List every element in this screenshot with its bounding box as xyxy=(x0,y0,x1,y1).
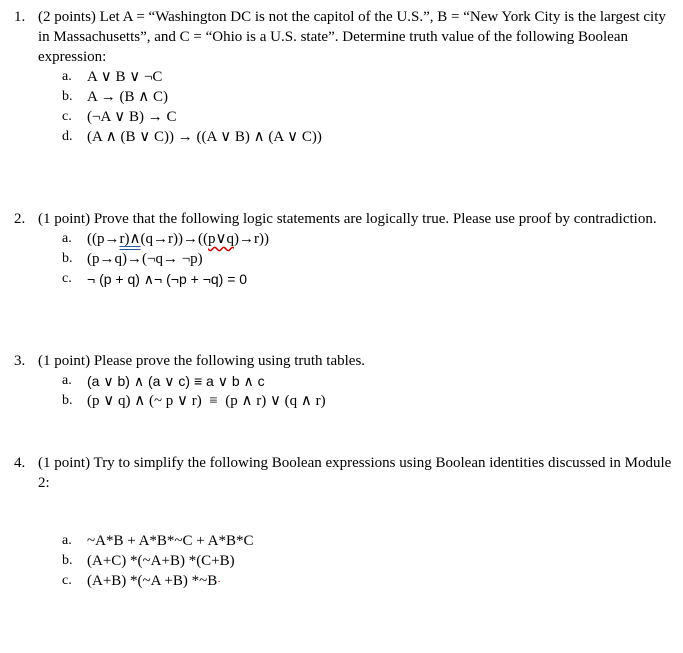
list-item xyxy=(62,269,674,289)
item-label: b. xyxy=(62,553,73,568)
list-item xyxy=(62,67,674,87)
item-expression xyxy=(87,229,269,249)
question-text: (1 point) Prove that the following logic statements are logically true. Please use proof by contradiction. xyxy=(38,211,657,227)
question-text: (1 point) Please prove the following using truth tables. xyxy=(38,353,366,369)
question-number: 3. xyxy=(14,353,26,369)
expr-part: (q→r))→(( xyxy=(140,231,208,247)
item-expression: A ∨ B ∨ ¬C xyxy=(87,69,163,85)
list-item xyxy=(62,391,674,411)
spellcheck-underlined-text: p∨q xyxy=(207,231,234,247)
list-item xyxy=(62,107,674,127)
item-expression: (p ∨ q) ∧ (~ p ∨ r) ≡ (p ∧ r) ∨ (q ∧ r) xyxy=(87,393,326,409)
item-label: d. xyxy=(62,129,73,144)
list-item xyxy=(62,127,674,147)
item-label: a. xyxy=(62,533,72,548)
question-number: 2. xyxy=(14,211,26,227)
item-expression: ¬ (p + q) ∧¬ (¬p + ¬q) = 0 xyxy=(87,271,248,287)
item-expression: (¬A ∨ B) → C xyxy=(87,109,177,125)
list-item xyxy=(62,531,674,551)
list-item xyxy=(62,551,674,571)
item-label: b. xyxy=(62,393,73,408)
question-number: 1. xyxy=(14,9,26,25)
list-item xyxy=(62,371,674,391)
question-1 xyxy=(14,7,674,147)
question-text: (1 point) Try to simplify the following Boolean expressions using Boolean identities discussed in Module 2: xyxy=(38,455,672,491)
item-label: a. xyxy=(62,69,72,84)
item-expression xyxy=(87,571,221,592)
question-3 xyxy=(14,351,674,411)
expr-part: ((p→ xyxy=(87,231,120,247)
expr-text: (A+B) *(~A +B) *~B xyxy=(87,573,218,589)
list-item xyxy=(62,229,674,249)
item-list xyxy=(62,371,674,411)
item-label: a. xyxy=(62,231,72,246)
question-4 xyxy=(14,453,674,591)
red-dot-mark: · xyxy=(217,576,221,588)
item-label: a. xyxy=(62,373,72,388)
item-expression: (A+C) *(~A+B) *(C+B) xyxy=(87,553,235,569)
item-expression: A → (B ∧ C) xyxy=(87,89,168,105)
item-expression: (p→q)→(¬q→ ¬p) xyxy=(87,251,203,267)
grammar-underlined-text: r)∧ xyxy=(119,231,141,247)
expr-part: )→r)) xyxy=(233,231,269,247)
item-label: c. xyxy=(62,109,72,124)
list-item xyxy=(62,571,674,591)
item-label: b. xyxy=(62,89,73,104)
item-list xyxy=(62,531,674,591)
question-2 xyxy=(14,209,674,289)
item-label: c. xyxy=(62,573,72,588)
item-label: b. xyxy=(62,251,73,266)
item-expression: ~A*B + A*B*~C + A*B*C xyxy=(87,533,254,549)
item-expression: (a ∨ b) ∧ (a ∨ c) ≡ a ∨ b ∧ c xyxy=(87,373,265,389)
list-item xyxy=(62,249,674,269)
question-number: 4. xyxy=(14,455,26,471)
item-label: c. xyxy=(62,271,72,286)
item-list xyxy=(62,67,674,147)
item-list xyxy=(62,229,674,289)
question-text: (2 points) Let A = “Washington DC is not the capitol of the U.S.”, B = “New York City is the largest city in Massachusetts”, and C = “Ohio is a U.S. state”. Determine truth value of the following Boolean expression: xyxy=(38,9,666,65)
list-item xyxy=(62,87,674,107)
item-expression: (A ∧ (B ∨ C)) → ((A ∨ B) ∧ (A ∨ C)) xyxy=(87,129,322,145)
